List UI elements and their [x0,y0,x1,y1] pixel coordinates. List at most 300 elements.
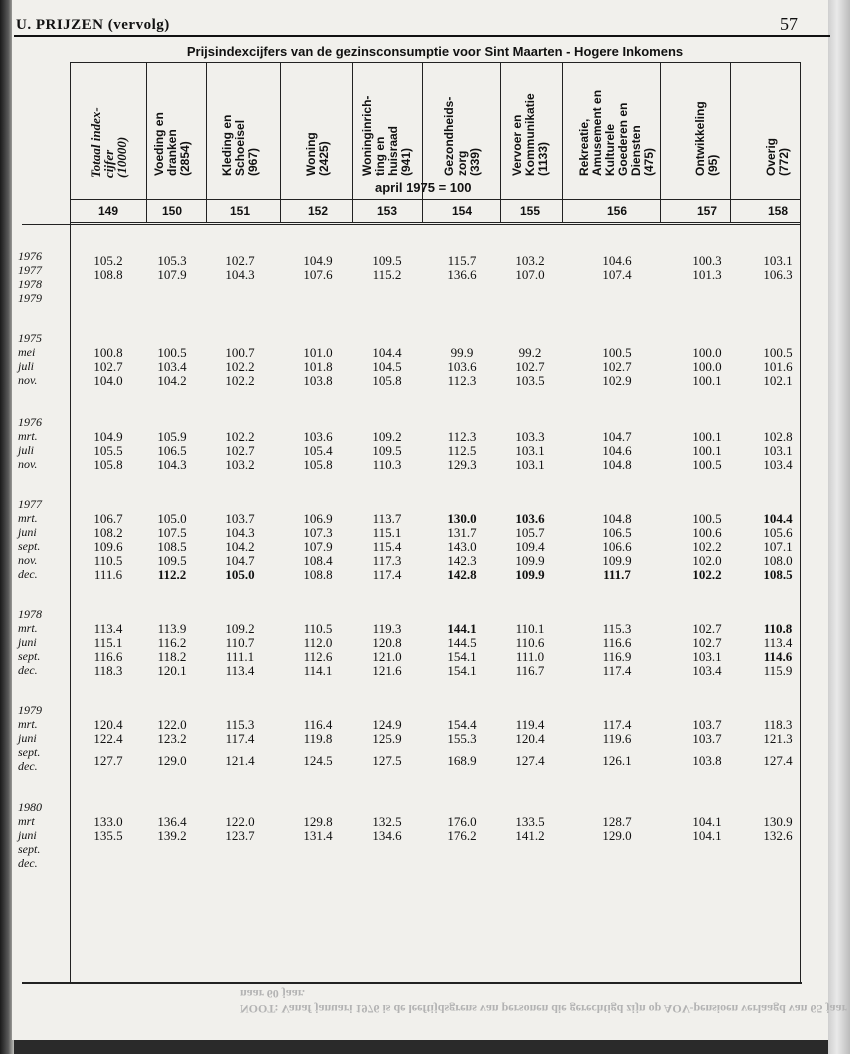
table-cell: 103.1 [692,649,722,664]
table-cell: 104.1 [692,814,722,829]
table-cell: 102.7 [602,359,632,374]
table-cell: 129.0 [157,753,187,768]
table-cell: 108.5 [763,567,793,582]
table-cell: 133.5 [515,814,545,829]
table-cell: 112.3 [447,373,477,388]
table-cell: 108.0 [763,553,793,568]
table-cell: 139.2 [157,828,187,843]
column-number-rule [422,199,423,221]
column-number: 153 [376,204,398,218]
table-cell: 127.7 [93,753,123,768]
table-cell: 105.8 [93,457,123,472]
table-cell: 132.5 [372,814,402,829]
table-cell: 116.6 [93,649,123,664]
column-number: 157 [696,204,718,218]
table-cell: 119.6 [602,731,632,746]
table-cell: 121.3 [763,731,793,746]
table-cell: 127.5 [372,753,402,768]
table-cell: 105.4 [303,443,333,458]
table-cell: 109.5 [372,253,402,268]
column-number: 154 [451,204,473,218]
table-cell: 102.2 [225,359,255,374]
table-cell: 104.3 [225,525,255,540]
table-cell: 102.7 [93,359,123,374]
table-cell: 104.9 [93,429,123,444]
table-cell: 122.0 [157,717,187,732]
table-cell: 144.5 [447,635,477,650]
table-cell: 102.7 [692,621,722,636]
column-number-rule [206,199,207,221]
column-rule [206,62,207,222]
table-cell: 125.9 [372,731,402,746]
table-cell: 143.0 [447,539,477,554]
column-header: Ontwikkeling (95) [693,101,720,176]
table-cell: 102.8 [763,429,793,444]
table-cell: 105.8 [372,373,402,388]
table-cell: 100.8 [93,345,123,360]
table-cell: 107.3 [303,525,333,540]
table-cell: 113.7 [372,511,402,526]
column-rule [500,62,501,222]
table-cell: 103.4 [692,663,722,678]
table-cell: 106.3 [763,267,793,282]
table-cell: 100.6 [692,525,722,540]
bleed-through-footnote: NOOT: Vanaf januari 1976 is de leeftijdsgrens van personen die gerechtigd zijn op AOV-pensioen verlaagd van 65 jaar naar 60 jaar. [240,987,847,1016]
table-cell: 105.6 [763,525,793,540]
table-cell: 99.9 [450,345,474,360]
column-number-rule [660,199,661,221]
table-cell: 101.0 [303,345,333,360]
table-cell: 118.2 [157,649,187,664]
column-header: Overig (772) [764,137,791,176]
table-cell: 115.7 [447,253,477,268]
table-cell: 129.0 [602,828,632,843]
table-cell: 104.5 [372,359,402,374]
table-cell: 126.1 [602,753,632,768]
table-cell: 123.2 [157,731,187,746]
table-cell: 108.4 [303,553,333,568]
table-cell: 103.8 [303,373,333,388]
table-cell: 102.7 [225,443,255,458]
table-cell: 104.2 [157,373,187,388]
table-cell: 136.6 [447,267,477,282]
table-cell: 110.7 [225,635,255,650]
table-cell: 105.7 [515,525,545,540]
table-cell: 103.1 [763,253,793,268]
table-cell: 104.3 [225,267,255,282]
table-cell: 107.9 [303,539,333,554]
table-cell: 104.8 [602,511,632,526]
table-cell: 114.1 [303,663,333,678]
row-label: 1980 [18,800,42,814]
table-cell: 107.9 [157,267,187,282]
table-cell: 104.8 [602,457,632,472]
table-cell: 154.4 [447,717,477,732]
table-cell: 106.5 [602,525,632,540]
table-cell: 104.7 [225,553,255,568]
table-cell: 110.8 [763,621,793,636]
table-cell: 129.3 [447,457,477,472]
column-header: Kleding en Schoeisel (967) [219,114,260,176]
table-cell: 136.4 [157,814,187,829]
table-cell: 108.5 [157,539,187,554]
page-number: 57 [780,14,798,34]
row-label: 1979 [18,291,42,305]
table-cell: 102.2 [692,539,722,554]
table-cell: 110.1 [515,621,545,636]
table-title: Prijsindexcijfers van de gezinsconsumptie voor Sint Maarten - Hogere Inkomens [186,44,684,59]
header-row-rule [22,224,800,225]
table-cell: 101.3 [692,267,722,282]
table-cell: 111.6 [93,567,123,582]
table-cell: 155.3 [447,731,477,746]
table-cell: 103.6 [303,429,333,444]
table-cell: 127.4 [515,753,545,768]
table-cell: 113.4 [225,663,255,678]
table-cell: 103.7 [225,511,255,526]
table-cell: 127.4 [763,753,793,768]
table-cell: 176.0 [447,814,477,829]
table-cell: 111.1 [225,649,255,664]
column-number: 152 [307,204,329,218]
table-cell: 107.4 [602,267,632,282]
table-cell: 100.5 [157,345,187,360]
table-cell: 104.7 [602,429,632,444]
row-label: mrt. [18,511,38,525]
table-cell: 100.1 [692,373,722,388]
table-cell: 103.6 [515,511,545,526]
table-cell: 130.9 [763,814,793,829]
table-cell: 103.3 [515,429,545,444]
row-label: dec. [18,663,38,677]
table-cell: 107.6 [303,267,333,282]
table-cell: 120.4 [93,717,123,732]
table-cell: 113.9 [157,621,187,636]
table-cell: 100.5 [692,511,722,526]
table-cell: 117.4 [225,731,255,746]
table-cell: 115.1 [372,525,402,540]
table-cell: 102.9 [602,373,632,388]
table-cell: 154.1 [447,663,477,678]
table-cell: 104.4 [372,345,402,360]
table-bottom-rule [22,982,802,984]
column-number: 158 [767,204,789,218]
column-header: Rekreatie, Amusement en Kulturele Goederen en Diensten (475) [577,89,656,176]
row-label: nov. [18,457,38,471]
table-cell: 109.9 [602,553,632,568]
table-cell: 104.6 [602,443,632,458]
row-label: juli [18,443,35,457]
row-label: dec. [18,567,38,581]
table-cell: 120.8 [372,635,402,650]
table-cell: 100.1 [692,429,722,444]
table-cell: 106.9 [303,511,333,526]
table-cell: 101.8 [303,359,333,374]
row-label: sept. [18,539,41,553]
header-row-rule [70,222,800,223]
table-cell: 110.6 [515,635,545,650]
row-label: 1977 [18,263,42,277]
row-label: juli [18,359,35,373]
table-cell: 144.1 [447,621,477,636]
column-rule [146,62,147,222]
column-number: 150 [161,204,183,218]
table-cell: 100.1 [692,443,722,458]
table-cell: 110.5 [303,621,333,636]
table-cell: 130.0 [447,511,477,526]
table-cell: 123.7 [225,828,255,843]
index-basis: april 1975 = 100 [375,180,472,195]
table-cell: 102.1 [763,373,793,388]
column-header: Woninginrich- ting en huisraad (941) [360,95,413,176]
table-cell: 118.3 [93,663,123,678]
table-cell: 113.4 [93,621,123,636]
table-cell: 115.3 [602,621,632,636]
column-rule [422,62,423,222]
column-number-rule [352,199,353,221]
table-cell: 120.4 [515,731,545,746]
column-rule [562,62,563,222]
column-rule [280,62,281,222]
table-cell: 117.4 [372,567,402,582]
row-label: 1976 [18,415,42,429]
table-cell: 121.4 [225,753,255,768]
table-cell: 103.4 [157,359,187,374]
table-cell: 103.1 [515,457,545,472]
table-cell: 102.7 [225,253,255,268]
table-cell: 100.5 [602,345,632,360]
table-cell: 99.2 [518,345,542,360]
table-cell: 103.6 [447,359,477,374]
table-cell: 112.6 [303,649,333,664]
table-cell: 124.5 [303,753,333,768]
table-cell: 116.2 [157,635,187,650]
table-cell: 104.0 [93,373,123,388]
title-rule [70,62,800,63]
table-cell: 109.5 [157,553,187,568]
table-cell: 116.6 [602,635,632,650]
table-cell: 105.9 [157,429,187,444]
table-cell: 104.1 [692,828,722,843]
table-cell: 119.3 [372,621,402,636]
table-cell: 112.5 [447,443,477,458]
table-cell: 103.4 [763,457,793,472]
column-header: Totaal index- cijfer (10000) [87,107,129,178]
column-number: 156 [606,204,628,218]
table-cell: 115.3 [225,717,255,732]
table-cell: 107.5 [157,525,187,540]
column-rule [730,62,731,222]
table-cell: 117.3 [372,553,402,568]
page-edge [828,0,850,1054]
table-cell: 121.6 [372,663,402,678]
row-label: dec. [18,759,38,773]
table-cell: 109.2 [225,621,255,636]
table-cell: 103.7 [692,731,722,746]
column-header: Woning (2425) [304,132,331,176]
table-cell: 106.6 [602,539,632,554]
table-cell: 133.0 [93,814,123,829]
table-cell: 111.0 [515,649,545,664]
table-cell: 106.5 [157,443,187,458]
table-cell: 101.6 [763,359,793,374]
table-cell: 121.0 [372,649,402,664]
row-label: 1978 [18,277,42,291]
table-cell: 103.2 [515,253,545,268]
row-label: juni [18,525,37,539]
column-header: Vervoer en Kommunikatie (1133) [509,93,550,176]
table-cell: 115.4 [372,539,402,554]
table-cell: 116.7 [515,663,545,678]
table-cell: 141.2 [515,828,545,843]
row-label: juni [18,731,37,745]
table-cell: 116.9 [602,649,632,664]
row-label: sept. [18,842,41,856]
table-cell: 168.9 [447,753,477,768]
table-cell: 104.3 [157,457,187,472]
table-cell: 102.2 [692,567,722,582]
column-header: Gezondheids- zorg (339) [441,96,482,176]
table-cell: 119.8 [303,731,333,746]
table-cell: 102.0 [692,553,722,568]
column-rule [660,62,661,222]
table-cell: 112.2 [157,567,187,582]
table-cell: 117.4 [602,717,632,732]
table-cell: 129.8 [303,814,333,829]
header-rule [14,35,830,37]
table-cell: 113.4 [763,635,793,650]
table-cell: 102.2 [225,429,255,444]
table-cell: 107.1 [763,539,793,554]
table-cell: 154.1 [447,649,477,664]
table-cell: 103.1 [515,443,545,458]
table-cell: 106.7 [93,511,123,526]
row-label: 1976 [18,249,42,263]
table-cell: 105.5 [93,443,123,458]
table-cell: 108.8 [303,567,333,582]
table-cell: 135.5 [93,828,123,843]
table-cell: 114.6 [763,649,793,664]
table-cell: 109.9 [515,553,545,568]
table-cell: 108.8 [93,267,123,282]
table-cell: 105.8 [303,457,333,472]
table-cell: 131.7 [447,525,477,540]
row-label: juni [18,828,37,842]
column-rule [70,62,71,982]
table-cell: 112.0 [303,635,333,650]
column-number: 155 [519,204,541,218]
row-label: sept. [18,649,41,663]
column-number-rule [562,199,563,221]
table-cell: 109.6 [93,539,123,554]
table-cell: 100.5 [763,345,793,360]
table-cell: 100.5 [692,457,722,472]
table-cell: 109.9 [515,567,545,582]
row-label: juni [18,635,37,649]
table-cell: 115.9 [763,663,793,678]
table-cell: 122.4 [93,731,123,746]
row-label: mrt. [18,717,38,731]
row-label: dec. [18,856,38,870]
table-cell: 112.3 [447,429,477,444]
table-cell: 103.8 [692,753,722,768]
table-cell: 100.7 [225,345,255,360]
table-cell: 107.0 [515,267,545,282]
table-cell: 105.0 [225,567,255,582]
table-cell: 108.2 [93,525,123,540]
table-cell: 109.5 [372,443,402,458]
table-cell: 104.9 [303,253,333,268]
table-cell: 102.2 [225,373,255,388]
table-cell: 104.2 [225,539,255,554]
table-cell: 124.9 [372,717,402,732]
row-label: nov. [18,373,38,387]
table-cell: 111.7 [603,567,631,582]
table-cell: 119.4 [515,717,545,732]
table-cell: 104.6 [602,253,632,268]
row-label: mrt. [18,429,38,443]
row-label: nov. [18,553,38,567]
table-cell: 100.0 [692,345,722,360]
table-cell: 142.3 [447,553,477,568]
column-rule [352,62,353,222]
table-cell: 131.4 [303,828,333,843]
table-cell: 102.7 [692,635,722,650]
table-cell: 105.3 [157,253,187,268]
table-cell: 132.6 [763,828,793,843]
table-cell: 105.2 [93,253,123,268]
table-cell: 109.4 [515,539,545,554]
table-cell: 120.1 [157,663,187,678]
row-label: 1979 [18,703,42,717]
column-number: 149 [97,204,119,218]
table-cell: 110.5 [93,553,123,568]
row-label: mei [18,345,36,359]
table-cell: 100.0 [692,359,722,374]
table-cell: 103.5 [515,373,545,388]
table-cell: 128.7 [602,814,632,829]
section-header: U. PRIJZEN (vervolg) [16,17,170,33]
table-cell: 116.4 [303,717,333,732]
table-cell: 122.0 [225,814,255,829]
table-cell: 102.7 [515,359,545,374]
table-cell: 176.2 [447,828,477,843]
table-cell: 110.3 [372,457,402,472]
table-cell: 115.2 [372,267,402,282]
row-label: 1975 [18,331,42,345]
column-number-rule [280,199,281,221]
row-label: 1978 [18,607,42,621]
table-cell: 103.2 [225,457,255,472]
header-row-rule [70,199,800,200]
table-cell: 109.2 [372,429,402,444]
table-cell: 100.3 [692,253,722,268]
row-label: sept. [18,745,41,759]
table-cell: 105.0 [157,511,187,526]
table-cell: 117.4 [602,663,632,678]
row-label: mrt. [18,621,38,635]
row-label: mrt [18,814,35,828]
column-header: Voeding en dranken (2854) [151,112,192,176]
table-cell: 115.1 [93,635,123,650]
table-cell: 104.4 [763,511,793,526]
table-cell: 134.6 [372,828,402,843]
row-label: 1977 [18,497,42,511]
table-cell: 118.3 [763,717,793,732]
table-cell: 142.8 [447,567,477,582]
column-number: 151 [229,204,251,218]
table-cell: 103.7 [692,717,722,732]
